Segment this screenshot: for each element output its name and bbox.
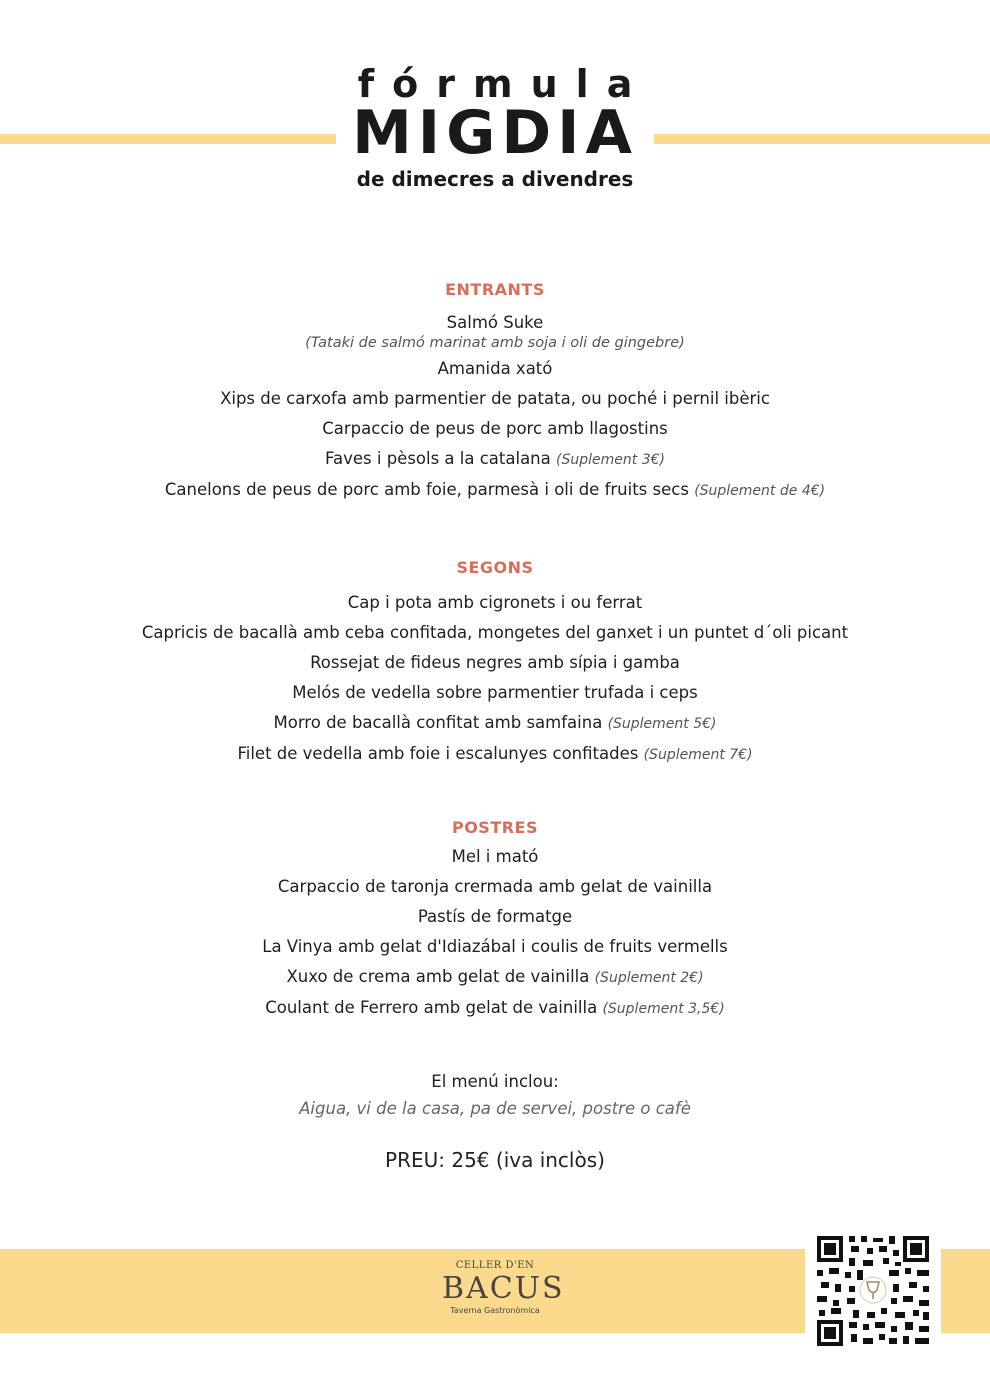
dish-item	[0, 444, 990, 475]
logo-top-text: CELLER D'EN	[455, 1260, 535, 1271]
dish-item	[0, 354, 990, 384]
dish-name: La Vinya amb gelat d'Idiazábal i coulis de fruits vermells	[262, 937, 728, 956]
dish-item	[0, 475, 990, 506]
section-title-entrants: ENTRANTS	[445, 280, 545, 299]
supplement-note: (Suplement 2€)	[594, 970, 704, 986]
dish-name: Carpaccio de peus de porc amb llagostins	[322, 419, 668, 438]
dish-name: Coulant de Ferrero amb gelat de vainilla	[265, 998, 598, 1017]
menu-header	[0, 60, 990, 192]
segons-section	[0, 556, 990, 770]
dish-item	[0, 932, 990, 962]
restaurant-logo	[442, 1260, 565, 1324]
supplement-note: (Suplement de 4€)	[694, 483, 826, 499]
formula-heading: fórmula	[357, 62, 651, 106]
dish-item	[0, 384, 990, 414]
supplement-note: (Suplement 3€)	[556, 452, 665, 468]
dish-item	[0, 414, 990, 444]
supplement-note: (Suplement 3,5€)	[602, 1001, 725, 1017]
dish-item	[0, 962, 990, 993]
dish-item	[0, 842, 990, 872]
dish-name: Carpaccio de taronja crermada amb gelat de vainilla	[277, 877, 713, 896]
dish-name: Xuxo de crema amb gelat de vainilla	[286, 967, 590, 986]
dish-item	[0, 739, 990, 770]
dish-name: Capricis de bacallà amb ceba confitada, mongetes del ganxet i un puntet d´oli picant	[141, 623, 849, 642]
qr-code[interactable]	[805, 1228, 941, 1352]
title-block	[336, 60, 655, 192]
dish-item	[0, 902, 990, 932]
dish-item	[0, 678, 990, 708]
qr-code-icon	[805, 1228, 941, 1352]
section-title-postres: POSTRES	[451, 818, 539, 837]
dish-name: Canelons de peus de porc amb foie, parmesà i oli de fruits secs	[164, 480, 689, 499]
dish-name: Rossejat de fideus negres amb sípia i gamba	[310, 653, 680, 672]
dish-name: Melós de vedella sobre parmentier trufada i ceps	[292, 683, 698, 702]
supplement-note: (Suplement 7€)	[643, 747, 753, 763]
includes-block	[0, 1068, 990, 1122]
dish-item	[0, 993, 990, 1024]
dish-name: Morro de bacallà confitat amb samfaina	[273, 713, 603, 732]
dish-item	[0, 588, 990, 618]
entrants-section	[0, 278, 990, 506]
schedule-subtitle: de dimecres a divendres	[356, 167, 634, 191]
includes-text: Aigua, vi de la casa, pa de servei, postre o cafè	[299, 1099, 691, 1118]
dish-name: Salmó Suke	[446, 313, 544, 332]
postres-section	[0, 816, 990, 1024]
dish-name: Cap i pota amb cigronets i ou ferrat	[347, 593, 643, 612]
dish-item	[0, 708, 990, 739]
logo-main-text: BACUS	[442, 1271, 565, 1306]
menu-body	[0, 278, 990, 1174]
dish-name: Faves i pèsols a la catalana	[325, 449, 551, 468]
dish-name: Amanida xató	[437, 359, 553, 378]
logo-sub-text: Taverna Gastronòmica	[450, 1306, 540, 1315]
includes-label: El menú inclou:	[431, 1072, 559, 1091]
dish-item	[0, 648, 990, 678]
dish-name: Xips de carxofa amb parmentier de patata, ou poché i pernil ibèric	[220, 389, 770, 408]
dish-name: Pastís de formatge	[417, 907, 573, 926]
dish-description: (Tataki de salmó marinat amb soja i oli de gingebre)	[305, 335, 685, 351]
dish-name: Mel i mató	[451, 847, 539, 866]
dish-name: Filet de vedella amb foie i escalunyes confitades	[237, 744, 639, 763]
menu-price: PREU: 25€ (iva inclòs)	[385, 1148, 605, 1172]
supplement-note: (Suplement 5€)	[607, 716, 717, 732]
dish-item	[0, 618, 990, 648]
section-title-segons: SEGONS	[456, 558, 534, 577]
migdia-title: MIGDIA	[352, 98, 638, 168]
dish-item	[0, 872, 990, 902]
